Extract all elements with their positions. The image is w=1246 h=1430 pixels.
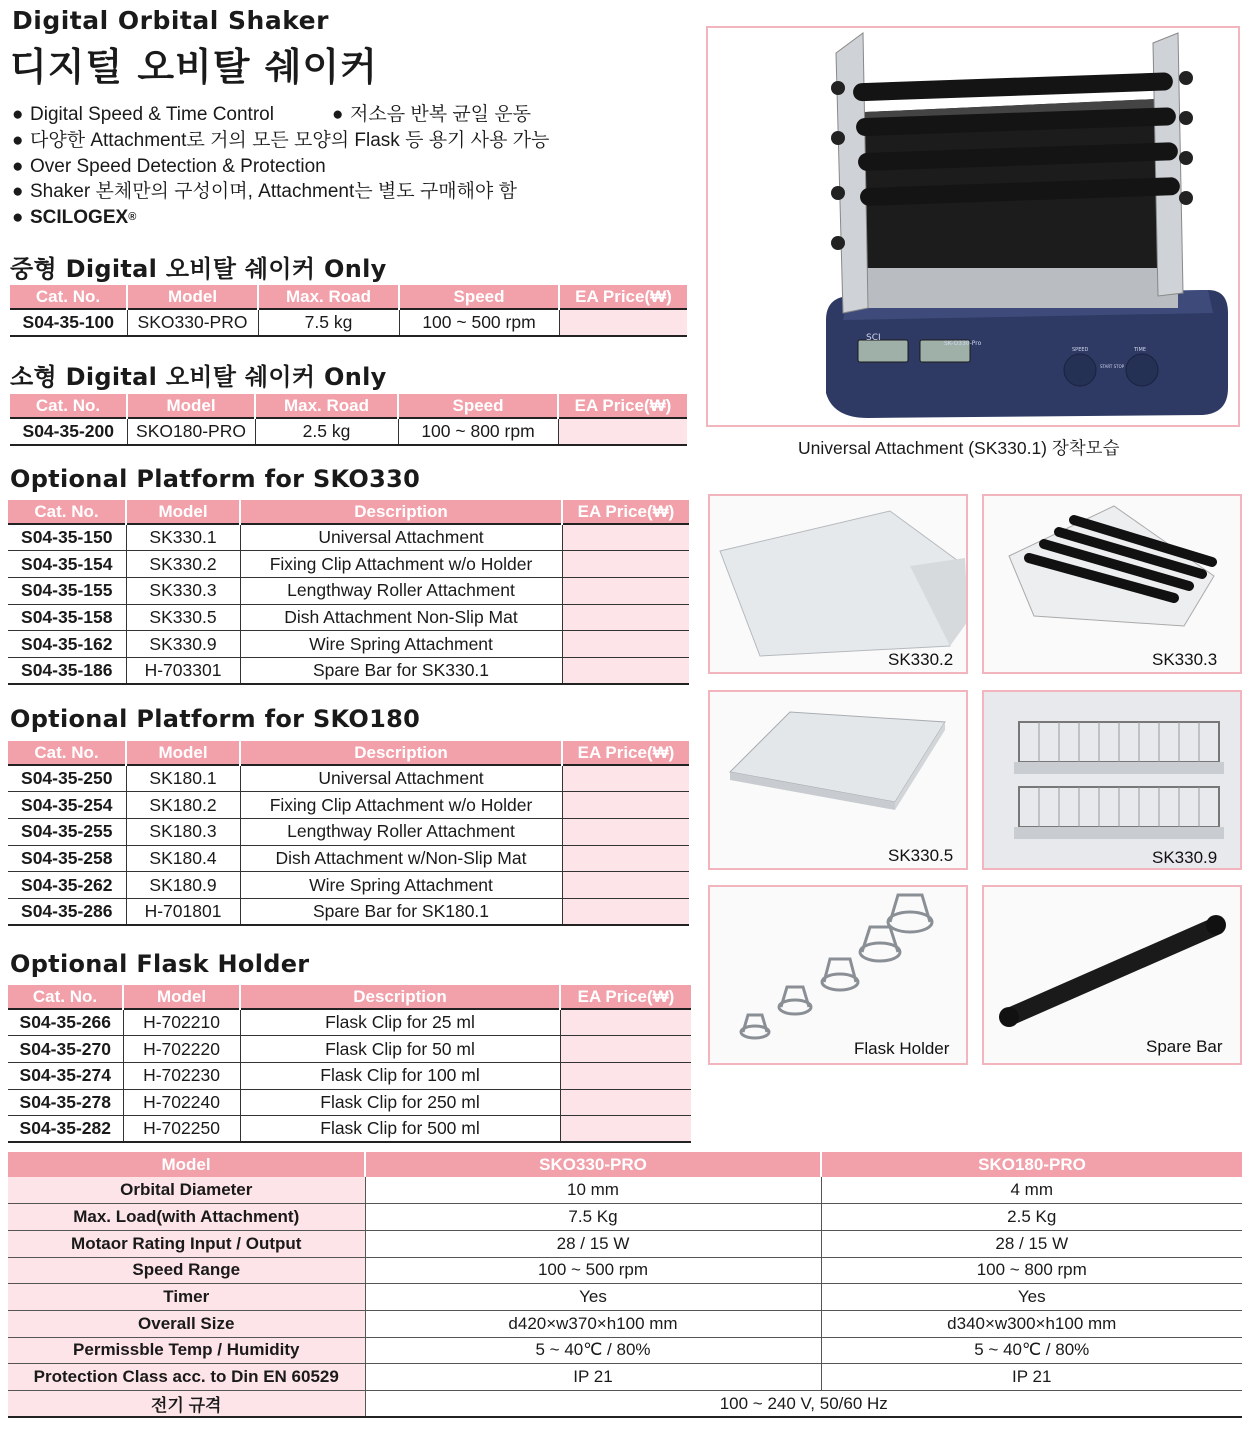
col-model: Model: [127, 285, 258, 309]
col-road: Max. Road: [258, 285, 399, 309]
spare-bar-caption: Spare Bar: [1146, 1037, 1223, 1056]
table-row: S04-35-154 SK330.2 Fixing Clip Attachment w/o Holder: [8, 551, 689, 578]
section-title-flask: Optional Flask Holder: [10, 950, 310, 978]
opt180-table: Cat. No. Model Description EA Price(₩) S04-35-250 SK180.1 Universal Attachment S04-35-254 SK180.2 Fixing Clip Attachment w/o Holder S04-35-255 SK180.3 Lengthway Roller Attachment S04-35-258 SK180.4 Dish Attachment w/Non-Slip Mat S04-35-262 SK180.9 Wire Spring Attachment S04-35-286 H-701801 Spare Bar for SK180.1: [8, 741, 689, 926]
list-item: ● Over Speed Detection & Protection: [12, 155, 326, 177]
table-row: Max. Load(with Attachment) 7.5 Kg 2.5 Kg: [8, 1204, 1242, 1231]
device-model-label: SK-O330-Pro: [944, 340, 982, 347]
list-item: ● SCILOGEX ®: [12, 207, 137, 229]
spare-bar-image: [982, 885, 1242, 1065]
table-row: S04-35-255 SK180.3 Lengthway Roller Attachment: [8, 818, 689, 845]
table-row: Orbital Diameter 10 mm 4 mm: [8, 1177, 1242, 1204]
table-row: Overall Size d420×w370×h100 mm d340×w300×h100 mm: [8, 1310, 1242, 1337]
list-item: ● Digital Speed & Time Control ● 저소음 반복 균일 운동: [12, 104, 532, 125]
table-row: Speed Range 100 ~ 500 rpm 100 ~ 800 rpm: [8, 1257, 1242, 1284]
sk3302-caption: SK330.2: [888, 650, 954, 669]
sk3303-image: [982, 494, 1242, 674]
feature-list: [12, 102, 692, 231]
col-cat: Cat. No.: [10, 285, 127, 309]
device-brand-label: SCI: [866, 333, 881, 343]
table-row: S04-35-200 SKO180-PRO 2.5 kg 100 ~ 800 rpm: [10, 418, 687, 445]
section-title-small: 소형 Digital 오비탈 쉐이커 Only: [10, 363, 387, 391]
spec-col-a: SKO330-PRO: [365, 1152, 821, 1177]
sk3303-caption: SK330.3: [1152, 650, 1218, 669]
table-row: Permissble Temp / Humidity 5 ~ 40℃ / 80% 5 ~ 40℃ / 80%: [8, 1337, 1242, 1364]
table-row: S04-35-278 H-702240 Flask Clip for 250 ml: [8, 1089, 691, 1116]
medium-table: [10, 285, 687, 337]
spec-table: [8, 1152, 1242, 1418]
speed-knob-label: SPEED: [1072, 347, 1089, 353]
table-row: S04-35-266 H-702210 Flask Clip for 25 ml: [8, 1009, 691, 1036]
sk3305-caption: SK330.5: [888, 846, 954, 865]
table-row: S04-35-158 SK330.5 Dish Attachment Non-Slip Mat: [8, 604, 689, 631]
table-row: S04-35-100 SKO330-PRO 7.5 kg 100 ~ 500 rpm: [10, 309, 687, 336]
orbital-shaker-illustration: [708, 28, 1240, 427]
table-row: S04-35-162 SK330.9 Wire Spring Attachment: [8, 631, 689, 658]
price-cell: [559, 309, 687, 336]
sk3305-image: [708, 690, 968, 870]
small-table: Cat. No. Model Max. Road Speed EA Price(₩) S04-35-200 SKO180-PRO 2.5 kg 100 ~ 800 rpm: [10, 394, 687, 446]
col-speed: Speed: [399, 285, 559, 309]
list-item: ● 다양한 Attachment로 거의 모든 모양의 Flask 등 용기 사용 가능: [12, 129, 550, 151]
table-row: S04-35-258 SK180.4 Dish Attachment w/Non-Slip Mat: [8, 845, 689, 872]
wire-spring-illustration: [984, 692, 1242, 870]
sk3309-caption: SK330.9: [1152, 848, 1218, 867]
flask-holder-caption: Flask Holder: [854, 1039, 950, 1058]
table-row: S04-35-274 H-702230 Flask Clip for 100 ml: [8, 1062, 691, 1089]
table-row: S04-35-155 SK330.3 Lengthway Roller Attachment: [8, 577, 689, 604]
col-price: EA Price(₩): [559, 285, 687, 309]
sk3309-image: [982, 690, 1242, 870]
table-row: S04-35-150 SK330.1 Universal Attachment: [8, 524, 689, 551]
flat-platform-illustration: [710, 496, 968, 674]
roller-attachment-illustration: [984, 496, 1242, 674]
table-row: S04-35-270 H-702220 Flask Clip for 50 ml: [8, 1036, 691, 1063]
table-row: S04-35-250 SK180.1 Universal Attachment: [8, 765, 689, 792]
time-knob-label: TIME: [1134, 347, 1147, 353]
table-row: S04-35-286 H-701801 Spare Bar for SK180.1: [8, 898, 689, 925]
section-title-opt330: Optional Platform for SKO330: [10, 465, 421, 493]
table-row: S04-35-254 SK180.2 Fixing Clip Attachment w/o Holder: [8, 792, 689, 819]
page-title-en: Digital Orbital Shaker: [12, 6, 329, 35]
flask-table: Cat. No. Model Description EA Price(₩) S04-35-266 H-702210 Flask Clip for 25 ml S04-35-270 H-702220 Flask Clip for 50 ml S04-35-274 H-702230 Flask Clip for 100 ml S04-35-278 H-702240 Flask Clip for 250 ml S04-35-282 H-702250 Flask Clip for 500 ml: [8, 985, 691, 1143]
dish-attachment-illustration: [710, 692, 968, 870]
section-title-opt180: Optional Platform for SKO180: [10, 705, 421, 733]
sk3302-image: [708, 494, 968, 674]
start-stop-label: START STOP: [1100, 364, 1125, 369]
page-title-ko: 디지털 오비탈 쉐이커: [10, 45, 378, 89]
table-row: Timer Yes Yes: [8, 1284, 1242, 1311]
section-title-medium: 중형 Digital 오비탈 쉐이커 Only: [10, 255, 387, 283]
table-row: 전기 규격 100 ~ 240 V, 50/60 Hz: [8, 1391, 1242, 1418]
price-cell: [558, 418, 687, 445]
spec-col-model: Model: [8, 1152, 365, 1177]
table-row: Protection Class acc. to Din EN 60529 IP 21 IP 21: [8, 1364, 1242, 1391]
table-row: S04-35-186 H-703301 Spare Bar for SK330.1: [8, 657, 689, 684]
opt330-table: Cat. No. Model Description EA Price(₩) S04-35-150 SK330.1 Universal Attachment S04-35-154 SK330.2 Fixing Clip Attachment w/o Holder S04-35-155 SK330.3 Lengthway Roller Attachment S04-35-158 SK330.5 Dish Attachment Non-Slip Mat S04-35-162 SK330.9 Wire Spring Attachment S04-35-186 H-703301 Spare Bar for SK330.1: [8, 500, 689, 685]
table-row: Motaor Rating Input / Output 28 / 15 W 28 / 15 W: [8, 1230, 1242, 1257]
flask-holder-image: [708, 885, 968, 1065]
main-image-caption: Universal Attachment (SK330.1) 장착모습: [798, 438, 1120, 458]
list-item: ● Shaker 본체만의 구성이며, Attachment는 별도 구매해야 함: [12, 181, 517, 203]
spec-col-b: SKO180-PRO: [821, 1152, 1242, 1177]
table-row: S04-35-282 H-702250 Flask Clip for 500 ml: [8, 1116, 691, 1143]
table-row: S04-35-262 SK180.9 Wire Spring Attachment: [8, 872, 689, 899]
main-product-image: [706, 26, 1240, 427]
